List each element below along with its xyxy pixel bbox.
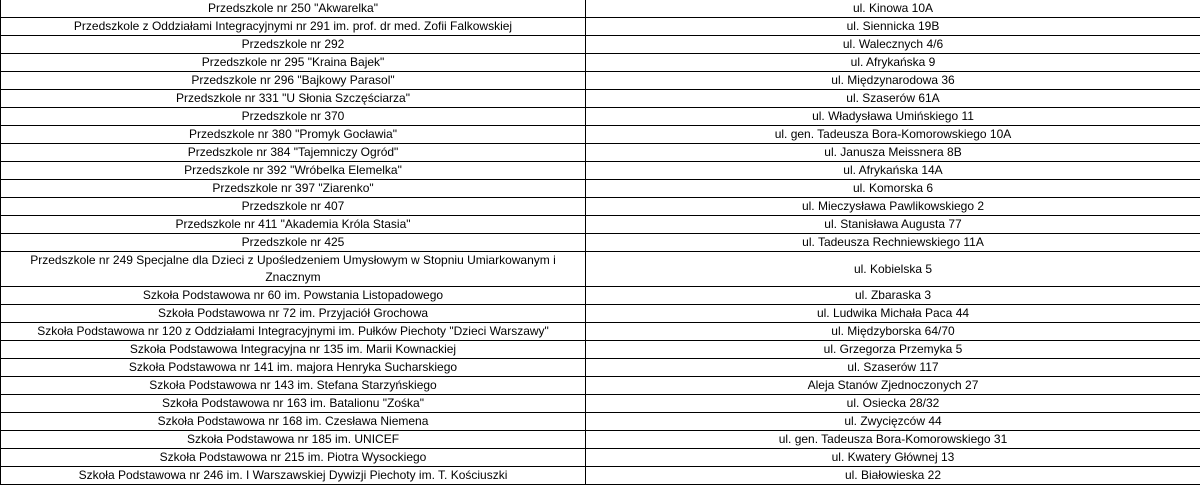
- table-row: [1, 467, 1200, 485]
- address-cell[interactable]: ul. Międzynarodowa 36: [586, 72, 1200, 90]
- address-cell[interactable]: ul. Afrykańska 9: [586, 54, 1200, 72]
- table-row: [1, 252, 1200, 287]
- name-cell[interactable]: Przedszkole nr 292: [1, 36, 586, 54]
- address-cell[interactable]: ul. Mieczysława Pawlikowskiego 2: [586, 198, 1200, 216]
- address-cell[interactable]: ul. Kwatery Głównej 13: [586, 449, 1200, 467]
- address-cell[interactable]: ul. Zbaraska 3: [586, 287, 1200, 305]
- address-cell[interactable]: ul. Komorska 6: [586, 180, 1200, 198]
- address-cell[interactable]: ul. Walecznych 4/6: [586, 36, 1200, 54]
- address-cell[interactable]: ul. Szaserów 117: [586, 359, 1200, 377]
- name-cell[interactable]: Szkoła Podstawowa nr 141 im. majora Henryka Sucharskiego: [1, 359, 586, 377]
- table-row: [1, 287, 1200, 305]
- table-row: [1, 162, 1200, 180]
- name-cell[interactable]: Szkoła Podstawowa nr 72 im. Przyjaciół Grochowa: [1, 305, 586, 323]
- address-cell[interactable]: ul. Siennicka 19B: [586, 18, 1200, 36]
- table-row: [1, 359, 1200, 377]
- table-row: [1, 377, 1200, 395]
- name-cell[interactable]: Przedszkole nr 295 "Kraina Bajek": [1, 54, 586, 72]
- table-row: [1, 36, 1200, 54]
- name-cell[interactable]: Szkoła Podstawowa nr 246 im. I Warszawskiej Dywizji Piechoty im. T. Kościuszki: [1, 467, 586, 485]
- name-cell[interactable]: Przedszkole nr 392 "Wróbelka Elemelka": [1, 162, 586, 180]
- address-cell[interactable]: ul. Międzyborska 64/70: [586, 323, 1200, 341]
- table-row: [1, 72, 1200, 90]
- table-row: [1, 18, 1200, 36]
- name-cell[interactable]: Przedszkole nr 296 "Bajkowy Parasol": [1, 72, 586, 90]
- address-cell[interactable]: ul. Kobielska 5: [586, 252, 1200, 287]
- table-row: [1, 0, 1200, 18]
- address-cell[interactable]: ul. Ludwika Michała Paca 44: [586, 305, 1200, 323]
- table-row: [1, 431, 1200, 449]
- address-cell[interactable]: ul. Stanisława Augusta 77: [586, 216, 1200, 234]
- name-cell[interactable]: Przedszkole nr 331 "U Słonia Szczęściarza": [1, 90, 586, 108]
- address-cell[interactable]: Aleja Stanów Zjednoczonych 27: [586, 377, 1200, 395]
- address-cell[interactable]: ul. Białowieska 22: [586, 467, 1200, 485]
- name-cell[interactable]: Przedszkole nr 380 "Promyk Gocławia": [1, 126, 586, 144]
- address-cell[interactable]: ul. Afrykańska 14A: [586, 162, 1200, 180]
- table-row: [1, 395, 1200, 413]
- address-cell[interactable]: ul. Janusza Meissnera 8B: [586, 144, 1200, 162]
- address-cell[interactable]: ul. Osiecka 28/32: [586, 395, 1200, 413]
- name-cell[interactable]: Szkoła Podstawowa nr 185 im. UNICEF: [1, 431, 586, 449]
- address-cell[interactable]: ul. Kinowa 10A: [586, 0, 1200, 18]
- table-row: [1, 305, 1200, 323]
- name-cell[interactable]: Przedszkole nr 370: [1, 108, 586, 126]
- table-row: [1, 198, 1200, 216]
- name-cell[interactable]: Szkoła Podstawowa nr 120 z Oddziałami Integracyjnymi im. Pułków Piechoty "Dzieci Warszawy": [1, 323, 586, 341]
- address-cell[interactable]: ul. gen. Tadeusza Bora-Komorowskiego 31: [586, 431, 1200, 449]
- table-row: [1, 216, 1200, 234]
- address-cell[interactable]: ul. Szaserów 61A: [586, 90, 1200, 108]
- name-cell[interactable]: Przedszkole nr 407: [1, 198, 586, 216]
- address-cell[interactable]: ul. Władysława Umińskiego 11: [586, 108, 1200, 126]
- address-cell[interactable]: ul. Tadeusza Rechniewskiego 11A: [586, 234, 1200, 252]
- table-row: [1, 449, 1200, 467]
- name-cell[interactable]: Szkoła Podstawowa nr 215 im. Piotra Wysockiego: [1, 449, 586, 467]
- name-cell[interactable]: Szkoła Podstawowa nr 168 im. Czesława Niemena: [1, 413, 586, 431]
- table-row: [1, 180, 1200, 198]
- address-cell[interactable]: ul. Zwycięzców 44: [586, 413, 1200, 431]
- table-row: [1, 234, 1200, 252]
- table-row: [1, 413, 1200, 431]
- name-cell[interactable]: Przedszkole nr 425: [1, 234, 586, 252]
- name-cell[interactable]: Szkoła Podstawowa nr 143 im. Stefana Starzyńskiego: [1, 377, 586, 395]
- name-cell[interactable]: Przedszkole nr 411 "Akademia Króla Stasia": [1, 216, 586, 234]
- address-cell[interactable]: ul. Grzegorza Przemyka 5: [586, 341, 1200, 359]
- name-cell[interactable]: Przedszkole nr 397 "Ziarenko": [1, 180, 586, 198]
- table-row: [1, 108, 1200, 126]
- table-row: [1, 54, 1200, 72]
- table-row: [1, 144, 1200, 162]
- address-cell[interactable]: ul. gen. Tadeusza Bora-Komorowskiego 10A: [586, 126, 1200, 144]
- name-cell[interactable]: Szkoła Podstawowa Integracyjna nr 135 im. Marii Kownackiej: [1, 341, 586, 359]
- table-row: [1, 90, 1200, 108]
- name-cell[interactable]: Przedszkole nr 249 Specjalne dla Dzieci z Upośledzeniem Umysłowym w Stopniu Umiarkowanym i Znacznym: [1, 252, 586, 287]
- table-row: [1, 341, 1200, 359]
- name-cell[interactable]: Szkoła Podstawowa nr 163 im. Batalionu "Zośka": [1, 395, 586, 413]
- name-cell[interactable]: Przedszkole nr 384 "Tajemniczy Ogród": [1, 144, 586, 162]
- name-cell[interactable]: Przedszkole nr 250 "Akwarelka": [1, 0, 586, 18]
- table-row: [1, 323, 1200, 341]
- table-row: [1, 126, 1200, 144]
- name-cell[interactable]: Szkoła Podstawowa nr 60 im. Powstania Listopadowego: [1, 287, 586, 305]
- name-cell[interactable]: Przedszkole z Oddziałami Integracyjnymi nr 291 im. prof. dr med. Zofii Falkowskiej: [1, 18, 586, 36]
